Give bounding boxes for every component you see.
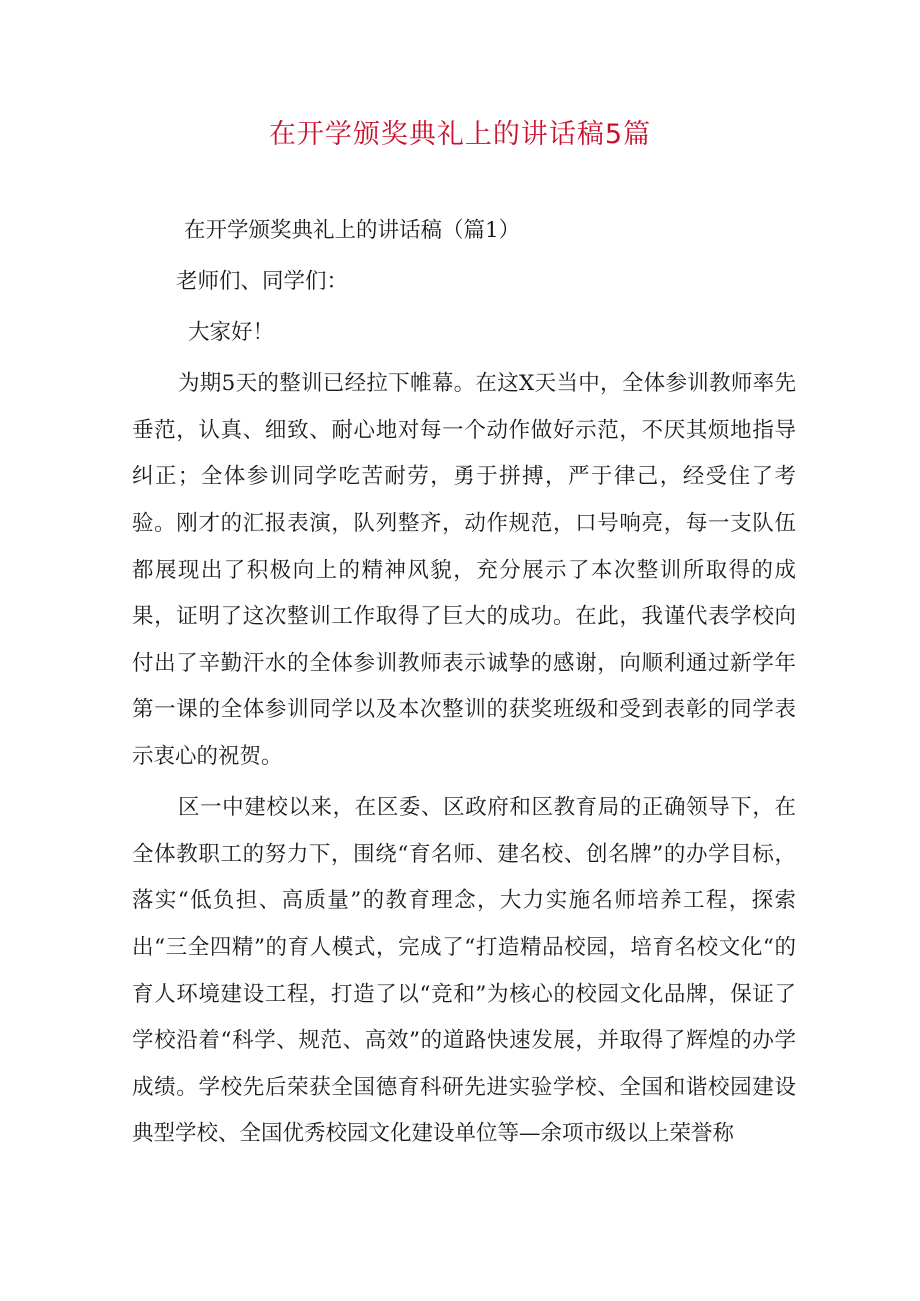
salutation: 老师们、同学们：: [176, 269, 349, 295]
document-title: 在开学颁奖典礼上的讲话稿5篇: [268, 119, 652, 150]
section-heading: 在开学颁奖典礼上的讲话稿（篇1）: [184, 218, 521, 243]
paragraph-1: 为期5天的整训已经拉下帷幕。在这X天当中，全体参训教师率先垂范，认真、细致、耐心地对每一个动作做好示范，不厌其烦地指导纠正；全体参训同学吃苦耐劳，勇于拼搏，严于律己，经受住了考验。刚才的汇报表演，队列整齐，动作规范，口号响亮，每一支队伍都展现出了积极向上的精神风貌，充分展示了本次整训所取得的成果，证明了这次整训工作取得了巨大的成功。在此，我谨代表学校向付出了辛勤汗水的全体参训教师表示诚挚的感谢，向顺利通过新学年第一课的全体参训同学以及本次整训的获奖班级和受到表彰的同学表示衷心的祝贺。: [132, 371, 796, 770]
document-body: [132, 208, 796, 1162]
paragraph-2: 区一中建校以来，在区委、区政府和区教育局的正确领导下，在全体教职工的努力下，围绕“育名师、建名校、创名牌”的办学目标，落实“低负担、高质量”的教育理念，大力实施名师培养工程，探索出“三全四精”的育人模式，完成了“打造精品校园，培育名校文化“的育人环境建设工程，打造了以“竞和”为核心的校园文化品牌，保证了学校沿着“科学、规范、高效”的道路快速发展，并取得了辉煌的办学成绩。学校先后荣获全国德育科研先进实验学校、全国和谐校园建设典型学校、全国优秀校园文化建设单位等—余项市级以上荣誉称: [132, 795, 796, 1147]
greeting: 大家好！: [188, 320, 275, 346]
